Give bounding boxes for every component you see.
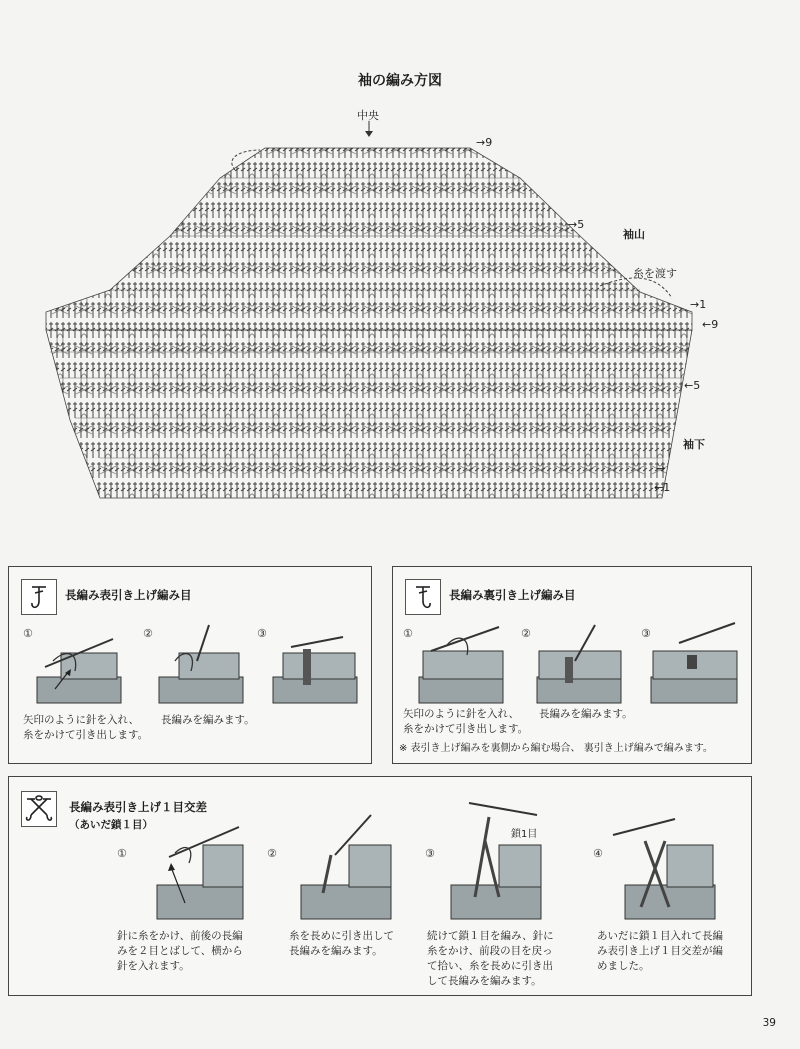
step-illustration [535,621,629,707]
step-caption: 矢印のように針を入れ、 糸をかけて引き出します。 [403,708,529,735]
row-marker-under-5: ←5 [684,379,701,392]
row-marker-cap-5: →5 [568,218,585,231]
step-number: ④ [593,847,603,860]
sleeve-chart [0,0,800,520]
crossed-post-dc-title: 長編み表引き上げ１目交差 [69,800,207,814]
front-post-dc-title: 長編み表引き上げ編み目 [65,588,192,602]
step-number: ② [143,627,153,640]
back-post-dc-box [392,566,752,764]
step-caption: 矢印のように針を入れ、 糸をかけて引き出します。 [23,714,149,741]
step-caption: 続けて鎖１目を編み、針に 糸をかけ、前段の目を戻っ て拾い、糸を長めに引き出 して長編みを編みます。 [427,930,554,987]
row-marker-under-1: ←1 [654,481,671,494]
step-caption: 糸を長めに引き出して 長編みを編みます。 [289,930,394,957]
step-number: ② [521,627,531,640]
step-illustration [649,621,745,707]
row-marker-under-arrow: → [656,462,666,475]
note-text: ※ 表引き上げ編みを裏側から編む場合、 裏引き上げ編みで編みます。 [399,743,713,754]
step-illustration [155,823,247,923]
step-number: ③ [257,627,267,640]
step-number: ② [267,847,277,860]
step-caption: あいだに鎖１目入れて長編 み表引き上げ１目交差が編 めました。 [597,930,723,972]
step-number: ① [23,627,33,640]
crossed-post-dc-box [8,776,752,996]
step-number: ③ [641,627,651,640]
chain-label: 鎖1目 [511,829,538,840]
underarm-label: 袖下 [683,438,705,451]
chart-title: 袖の編み方図 [358,73,442,89]
step-caption: 針に糸をかけ、前後の長編 みを２目とばして、横から 針を入れます。 [117,930,243,972]
step-illustration [417,621,511,707]
step-illustration [157,621,247,707]
carry-yarn-label: 糸を渡す [633,267,677,280]
page-number: 39 [762,1017,776,1029]
step-illustration [605,811,717,923]
step-illustration [445,801,547,923]
sleeve-cap-label: 袖山 [623,228,645,241]
step-caption: 長編みを編みます。 [161,714,255,726]
center-label: 中央 [357,109,379,122]
back-post-dc-symbol-icon [405,579,441,615]
step-number: ① [117,847,127,860]
row-marker-cap-9: →9 [476,136,493,149]
step-illustration [295,811,395,923]
front-post-dc-box [8,566,372,764]
step-number: ③ [425,847,435,860]
step-caption: 長編みを編みます。 [539,708,633,720]
crossed-post-dc-subtitle: （あいだ鎖１目） [69,819,153,831]
step-illustration [271,631,361,707]
crossed-post-dc-symbol-icon [21,791,57,827]
front-post-dc-symbol-icon [21,579,57,615]
back-post-dc-title: 長編み裏引き上げ編み目 [449,588,576,602]
step-number: ① [403,627,413,640]
row-marker-under-9: ←9 [702,318,719,331]
step-illustration [35,631,125,707]
row-marker-cap-1: →1 [690,298,707,311]
